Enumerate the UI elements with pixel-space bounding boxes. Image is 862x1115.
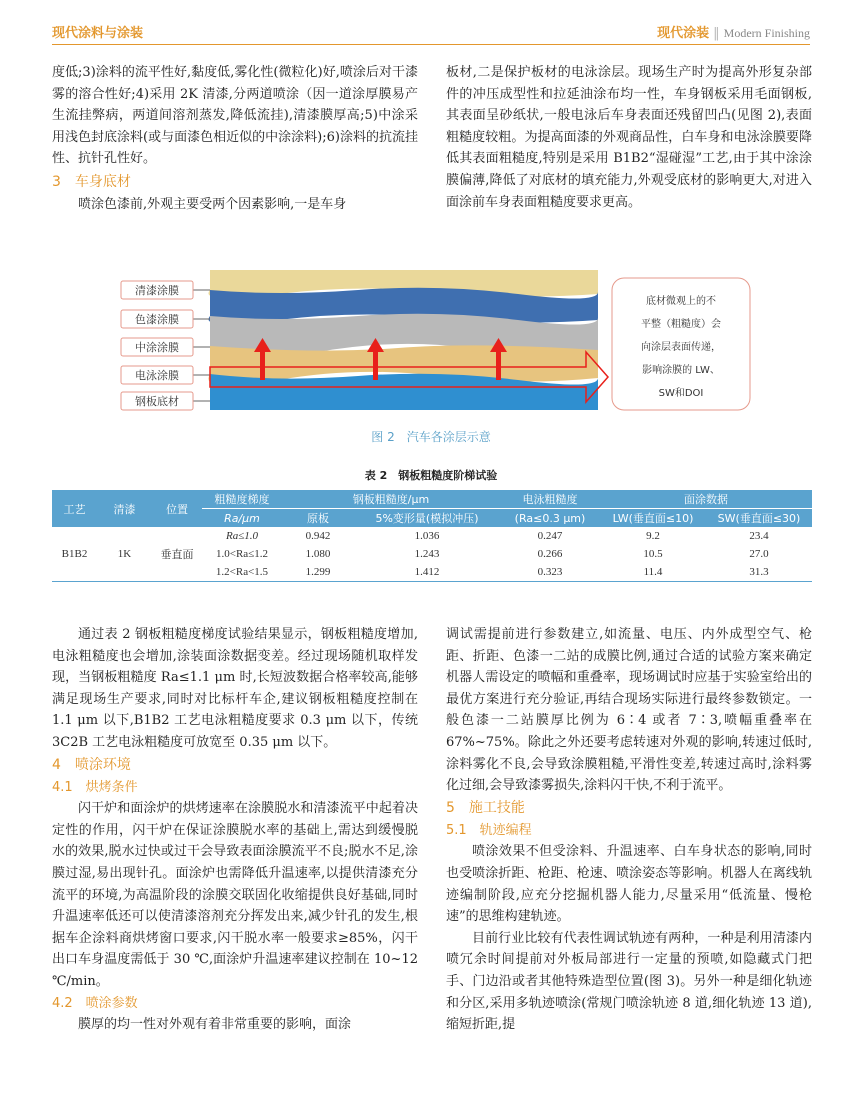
left-column-bottom: [52, 624, 418, 1036]
cell: 1.036: [414, 530, 440, 542]
th-process: 工艺: [52, 490, 97, 527]
th-lw: LW(垂直面≤10): [600, 509, 706, 528]
th-topcoat-data: 面涂数据: [600, 490, 812, 509]
cell: 0.247: [537, 530, 563, 542]
th-ecoat-limit: (Ra≤0.3 μm): [500, 509, 600, 528]
cell: 10.5: [643, 548, 663, 560]
cell-process: B1B2: [52, 527, 97, 582]
label-steel-substrate: 钢板底材: [135, 395, 179, 408]
paragraph: 闪干炉和面涂炉的烘烤速率在涂膜脱水和清漆流平中起着决定性的作用，闪干炉在保证涂膜脱水率的基础上,需达到缓慢脱水的效果,脱水过快或过干会导致表面涂膜流平不良;脱水不足,涂膜过湿,易出现针孔。面涂炉也需降低升温速率,以提供清漆充分流平的环境,为高温阶段的涂膜交联固化收缩提供良好基础,同时升温速率低还可以使清漆溶剂充分挥发出来,减少针孔的发生,根据车企涂料商烘烤窗口要求,闪干脱水率一般要求≥85%，闪干出口车身温度需低于 30 ℃,面涂炉升温速率建议控制在 10~12 ℃/min。: [52, 801, 418, 989]
paragraph: 目前行业比较有代表性调试轨迹有两种，一种是利用清漆内喷冗余时间提前对外板局部进行一定量的预喷,如隐藏式门把手、门边沿或者其他特殊造型位置(图 3)。另外一种是细化轨迹和分区,采用多轨迹喷涂(常规门喷涂轨迹 8 道,细化轨迹 13 道),缩短折距,提: [446, 930, 812, 1033]
th-position: 位置: [152, 490, 202, 527]
cell: 11.4: [600, 563, 706, 582]
note-line: 影响涂膜的 LW、: [642, 365, 720, 376]
label-primer: 中涂涂膜: [135, 341, 179, 354]
section-5-1-heading: 5.1 轨迹编程: [446, 822, 532, 838]
note-line: 底材微观上的不: [646, 296, 716, 307]
note-line: 平整（粗糙度）会: [641, 319, 721, 330]
cell-clearcoat: 1K: [97, 527, 152, 582]
label-base-coat: 色漆涂膜: [135, 313, 179, 326]
right-column-top: [446, 62, 812, 213]
th-sw: SW(垂直面≤30): [706, 509, 812, 528]
paragraph: 度低;3)涂料的流平性好,黏度低,雾化性(微粒化)好,喷涂后对干漆雾的溶合性好;4)采用 2K 清漆,分两道喷涂（因一道涂厚膜易产生流挂弊病，两道间溶剂蒸发,降低流挂),清漆膜厚高;5)中涂采用浅色封底涂料(或与面漆色相近似的中涂涂料);6)涂料的抗流挂性、抗针孔性好。: [52, 65, 418, 167]
cell: 1.412: [354, 563, 500, 582]
figure-caption: 图 2 汽车各涂层示意: [371, 430, 491, 444]
brand-cn: 现代涂装: [657, 26, 710, 41]
section-4-1-heading: 4.1 烘烤条件: [52, 779, 138, 795]
th-gradient: 粗糙度梯度: [202, 490, 282, 509]
th-ecoat-roughness: 电泳粗糙度: [500, 490, 600, 509]
section-4-2-heading: 4.2 喷涂参数: [52, 995, 138, 1011]
left-column-top: [52, 62, 418, 216]
cell: 1.243: [414, 548, 440, 560]
paragraph: 调试需提前进行参数建立,如流量、电压、内外成型空气、枪距、折距、色漆一二站的成膜比例,通过合适的试验方案来确定机器人需设定的喷幅和重叠率，现场调试时应基于实验室给出的最优方案进行充分验证,再结合现场实际进行最终参数锁定。一般色漆一二站膜厚比例为 6∶4 或者 7∶3,喷幅重叠率在 67%~75%。除此之外还要考虑转速对外观的影响,转速过低时,涂料雾化不良,会导致涂膜粗糙,平滑性变差,转速过高时,涂料雾化过细,会导致漆雾损失,涂料闪干快,不利于流平。: [446, 627, 812, 794]
cell: Ra≤1.0: [225, 530, 258, 542]
section-5-heading: 5 施工技能: [446, 799, 525, 816]
th-steel-roughness: 钢板粗糙度/μm: [282, 490, 500, 509]
cell: 31.3: [706, 563, 812, 582]
cell: 23.4: [749, 530, 769, 542]
note-line: 向涂层表面传递，: [641, 342, 721, 353]
note-line: SW和DOI: [658, 388, 704, 399]
cell: 0.266: [537, 548, 563, 560]
cell: 1.0<Ra≤1.2: [216, 548, 268, 560]
coating-layers-figure: [118, 270, 758, 420]
th-clearcoat: 清漆: [97, 490, 152, 527]
header-separator: ‖: [713, 26, 720, 41]
roughness-table: [52, 490, 812, 582]
th-original: 原板: [282, 509, 354, 528]
brand-en: Modern Finishing: [723, 26, 810, 40]
journal-title: 现代涂料与涂装: [52, 26, 144, 41]
header-rule: [52, 44, 810, 45]
cell-position: 垂直面: [152, 527, 202, 582]
cell: 0.942: [305, 530, 331, 542]
cell: 9.2: [646, 530, 660, 542]
cell: 1.299: [282, 563, 354, 582]
th-deformed: 5%变形量(模拟冲压): [354, 509, 500, 528]
paragraph: 喷涂色漆前,外观主要受两个因素影响,一是车身: [78, 196, 347, 212]
label-clear-coat: 清漆涂膜: [135, 284, 179, 297]
cell: 1.080: [305, 548, 331, 560]
cell: 1.2<Ra<1.5: [202, 563, 282, 582]
th-ra: Ra/μm: [202, 509, 282, 528]
paragraph: 喷涂效果不但受涂料、升温速率、白车身状态的影响,同时也受喷涂折距、枪距、枪速、喷涂姿态等影响。机器人在离线轨迹编制阶段,应充分挖掘机器人能力,尽量采用“低流量、慢枪速”的思维构建轨迹。: [446, 844, 812, 925]
cell: 0.323: [500, 563, 600, 582]
table-row: [52, 527, 812, 545]
table-caption: 表 2 钢板粗糙度阶梯试验: [364, 469, 498, 482]
paragraph: 通过表 2 钢板粗糙度梯度试验结果显示，钢板粗糙度增加,电泳粗糙度也会增加,涂装面涂数据变差。经过现场随机取样发现，当钢板粗糙度 Ra≤1.1 μm 时,长短波数据合格率较高,能够满足现场生产要求,同时对比标杆车企,建议钢板粗糙度控制在 1.1 μm 以下,B1B2 工艺电泳粗糙度要求 0.3 μm 以下，传统 3C2B 工艺电泳粗糙度可放宽至 0.35 μm 以下。: [52, 627, 418, 750]
section-3-heading: 3 车身底材: [52, 173, 131, 190]
paragraph: 膜厚的均一性对外观有着非常重要的影响，面涂: [78, 1017, 352, 1033]
cell: 27.0: [749, 548, 769, 560]
paragraph: 板材,二是保护板材的电泳涂层。现场生产时为提高外形复杂部件的冲压成型性和拉延油涂布均一性，车身钢板采用毛面钢板,其表面呈砂纸状,一般电泳后车身表面还残留凹凸(见图 2),表面粗糙度较粗。为提高面漆的外观商品性，白车身和电泳涂膜要降低其表面粗糙度,特别是采用 B1B2“湿碰湿”工艺,由于其中涂涂膜偏薄,降低了对底材的填充能力,外观受底材的影响更大,对进入面涂前车身表面粗糙度要求更高。: [446, 65, 812, 210]
journal-brand: [657, 22, 810, 41]
section-4-heading: 4 喷涂环境: [52, 756, 131, 773]
label-ecoat: 电泳涂膜: [135, 369, 179, 382]
right-column-bottom: [446, 624, 812, 1036]
